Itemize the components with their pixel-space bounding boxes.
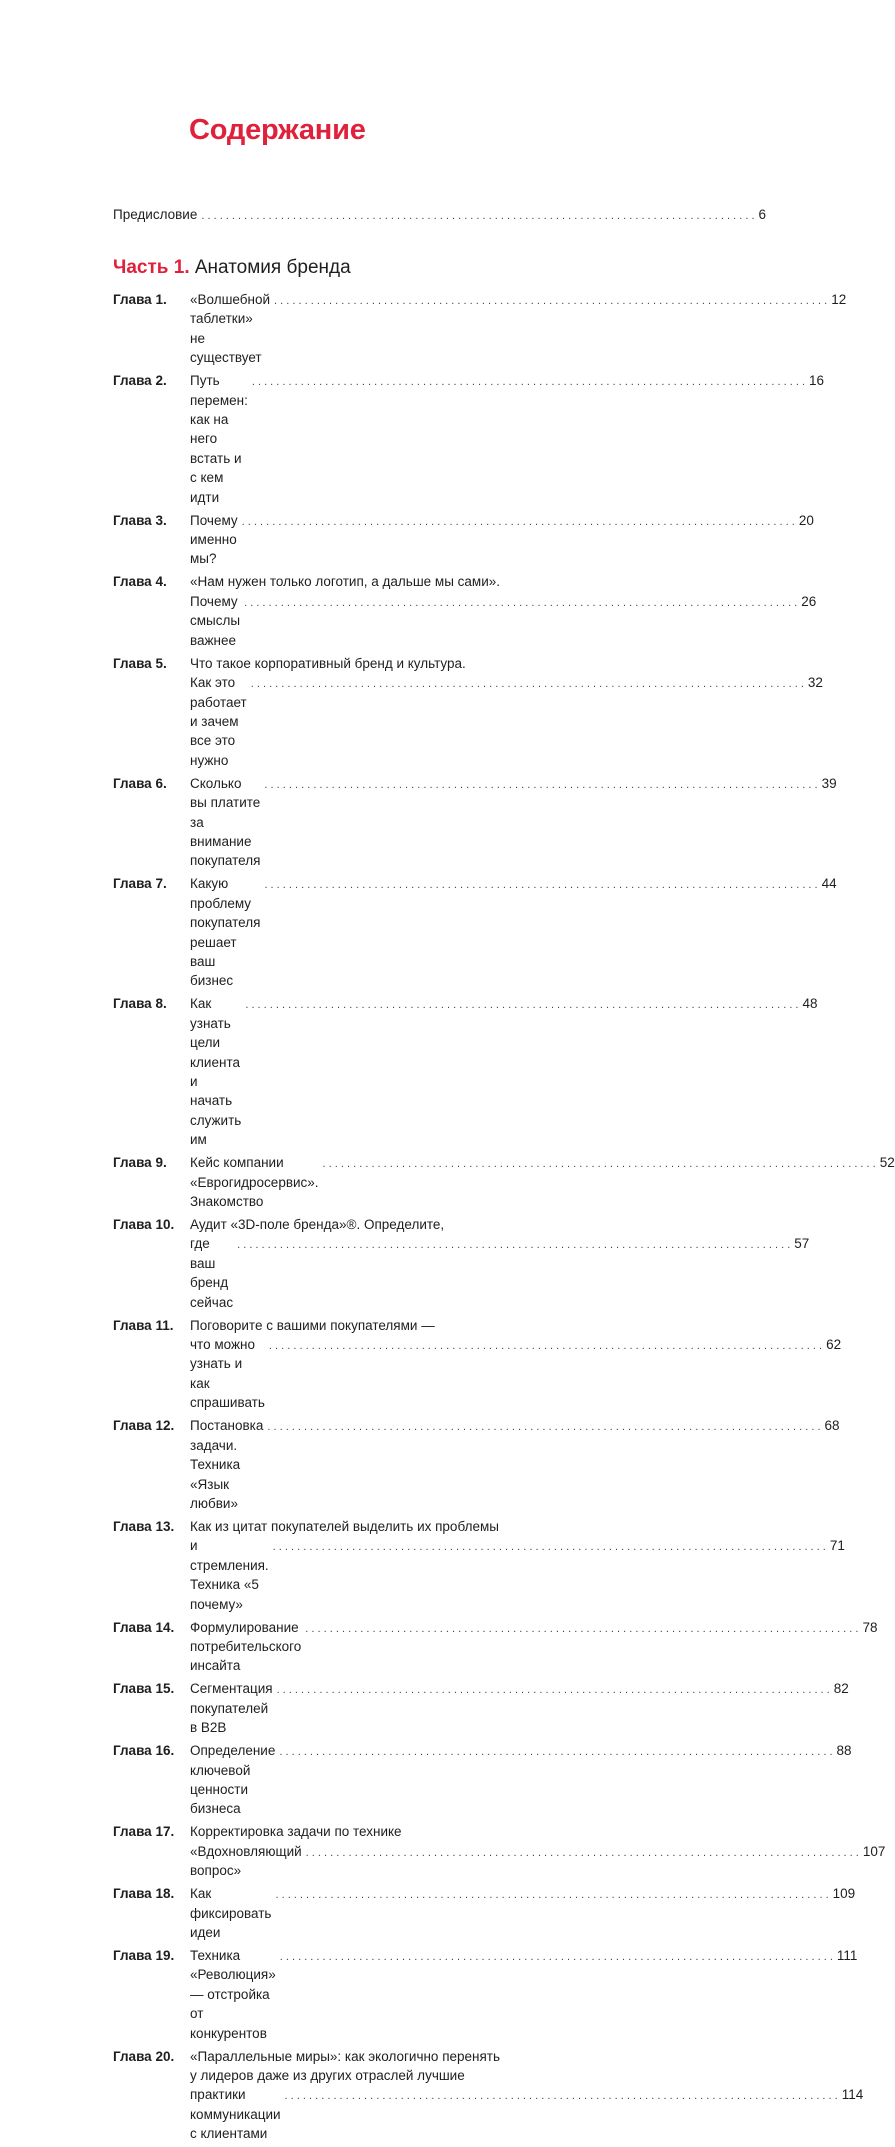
dot-leader (201, 206, 754, 226)
page-number: 20 (798, 512, 814, 528)
dot-leader (244, 594, 797, 613)
chapter-number: Глава 2. (113, 373, 167, 389)
toc-entry-chapter[interactable] (113, 1416, 840, 1513)
dot-leader (264, 776, 817, 795)
page-number: 107 (862, 1843, 886, 1859)
chapter-title-last-line (190, 673, 823, 770)
page-number: 82 (833, 1681, 849, 1697)
chapter-number: Глава 3. (113, 512, 167, 528)
toc-entry-chapter[interactable] (113, 874, 837, 990)
chapter-title-last-line (190, 1416, 840, 1513)
dot-leader (323, 1155, 876, 1174)
chapter-title (190, 1316, 841, 1413)
toc-entry-chapter[interactable] (113, 1153, 895, 1211)
chapter-number: Глава 11. (113, 1317, 174, 1333)
toc-entry-chapter[interactable] (113, 774, 837, 871)
chapter-title-line: Корректировка задачи по технике (190, 1824, 402, 1840)
toc-entry-chapter[interactable] (113, 1822, 886, 1880)
chapter-title-text: Сегментация покупателей в B2B (190, 1681, 273, 1736)
chapter-number: Глава 13. (113, 1518, 175, 1534)
chapter-title-last-line (190, 1153, 895, 1211)
chapter-number: Глава 14. (113, 1619, 175, 1635)
chapter-title (190, 511, 814, 569)
chapter-number: Глава 18. (113, 1886, 175, 1902)
chapter-title-text: Техника «Революция» — отстройка от конкурентов (190, 1948, 276, 2041)
chapter-title (190, 1741, 852, 1819)
toc-entry-chapter[interactable] (113, 1517, 845, 1614)
page-number: 88 (836, 1743, 852, 1759)
page-number: 16 (809, 373, 825, 389)
page-number: 39 (821, 775, 837, 791)
chapter-title-text: Сколько вы платите за внимание покупателя (190, 775, 261, 869)
toc-entry-chapter[interactable] (113, 654, 823, 770)
dot-leader (267, 1418, 820, 1437)
chapter-title (190, 1416, 840, 1513)
chapter-title-last-line (190, 1741, 852, 1819)
chapter-title-last-line (190, 511, 814, 569)
dot-leader (306, 1844, 859, 1863)
toc-entry-chapter[interactable] (113, 1679, 849, 1737)
chapter-number: Глава 16. (113, 1743, 175, 1759)
chapter-number: Глава 9. (113, 1155, 167, 1171)
chapter-title (190, 1884, 855, 1942)
chapter-title-last-line (190, 874, 837, 990)
chapter-title (190, 290, 846, 368)
page-title: Содержание (189, 114, 366, 146)
chapter-number: Глава 4. (113, 574, 167, 590)
chapter-title (190, 1153, 895, 1211)
page-number: 6 (758, 207, 767, 222)
chapter-title-text: «Волшебной таблетки» не существует (190, 292, 271, 366)
page-number: 57 (794, 1236, 810, 1252)
page-number: 48 (802, 996, 818, 1012)
toc-entry-chapter[interactable] (113, 994, 818, 1149)
dot-leader (273, 1538, 826, 1557)
page-number: 78 (862, 1619, 878, 1635)
chapter-title-last-line (190, 592, 816, 650)
toc-entry-preface[interactable] (113, 205, 767, 226)
chapter-title-last-line (190, 1335, 841, 1413)
dot-leader (264, 876, 817, 895)
toc-entry-chapter[interactable] (113, 1316, 842, 1413)
chapter-title-text: Как узнать цели клиента и начать служить им (190, 996, 242, 1148)
page-number: 44 (821, 876, 837, 892)
chapter-title-line: Поговорите с вашими покупателями — (190, 1317, 435, 1333)
chapter-title-last-line (190, 1842, 885, 1881)
chapter-title (190, 2047, 863, 2144)
chapter-title-text: Почему именно мы? (190, 512, 238, 567)
chapter-title-last-line (190, 774, 837, 871)
toc-entry-chapter[interactable] (113, 572, 817, 650)
chapter-number: Глава 10. (113, 1217, 175, 1233)
chapter-title-last-line (190, 290, 846, 368)
chapter-title (190, 1822, 885, 1880)
toc-entry-chapter[interactable] (113, 1884, 856, 1942)
chapter-title-last-line (190, 1946, 857, 2043)
page-number: 26 (801, 593, 817, 609)
chapter-number: Глава 17. (113, 1824, 175, 1840)
chapter-title-text: Определение ключевой ценности бизнеса (190, 1743, 276, 1817)
page-number: 109 (832, 1886, 856, 1902)
chapter-title-last-line (190, 994, 818, 1149)
chapter-title-line: у лидеров даже из других отраслей лучшие (190, 2068, 465, 2084)
chapter-title-text: Какую проблему покупателя решает ваш бизнес (190, 876, 261, 989)
chapter-title-line: «Параллельные миры»: как экологично перенять (190, 2048, 501, 2064)
toc-entry-chapter[interactable] (113, 2047, 864, 2144)
chapter-title-line: «Нам нужен только логотип, а дальше мы сами». (190, 574, 500, 590)
chapter-title (190, 994, 818, 1149)
chapter-title-text: Путь перемен: как на него встать и с кем идти (190, 373, 248, 505)
chapter-title-text: Постановка задачи. Техника «Язык любви» (190, 1418, 264, 1511)
part-heading (113, 255, 351, 281)
chapter-title-text: Кейс компании «Еврогидросервис». Знакомство (190, 1155, 319, 1210)
chapter-title-text: и стремления. Техника «5 почему» (190, 1538, 269, 1612)
preface-label: Предисловие (113, 207, 198, 222)
chapter-title (190, 1517, 845, 1614)
toc-entry-chapter[interactable] (113, 1618, 878, 1676)
chapter-number: Глава 7. (113, 876, 167, 892)
page-number: 12 (831, 292, 847, 307)
chapter-list (113, 290, 895, 2147)
chapter-title (190, 774, 837, 871)
chapter-title-last-line (190, 1618, 878, 1676)
chapter-title-last-line (190, 1536, 845, 1614)
chapter-title-last-line (190, 371, 824, 507)
dot-leader (251, 675, 804, 694)
dot-leader (277, 1681, 830, 1700)
dot-leader (275, 1886, 828, 1905)
chapter-title (190, 1679, 849, 1737)
chapter-title (190, 572, 816, 650)
toc-entry-chapter[interactable] (113, 371, 825, 507)
dot-leader (269, 1337, 822, 1356)
chapter-number: Глава 5. (113, 655, 167, 671)
chapter-title-last-line (190, 1884, 855, 1942)
chapter-title (190, 1946, 857, 2043)
dot-leader (280, 1948, 833, 1967)
page-number: 71 (829, 1538, 845, 1554)
chapter-title-last-line (190, 1234, 809, 1312)
chapter-number: Глава 1. (113, 292, 167, 307)
chapter-title (190, 874, 837, 990)
chapter-title-text: Почему смыслы важнее (190, 593, 241, 648)
chapter-title (190, 1215, 809, 1312)
page-number: 32 (807, 675, 823, 691)
part-label: Часть 1. (113, 257, 190, 278)
page-number: 68 (824, 1418, 840, 1434)
part-title: Анатомия бренда (194, 257, 351, 278)
toc-entry-chapter[interactable] (113, 1741, 852, 1819)
toc-entry-chapter[interactable] (113, 290, 847, 368)
chapter-title (190, 1618, 878, 1676)
chapter-number: Глава 12. (113, 1418, 175, 1434)
dot-leader (237, 1236, 790, 1255)
page-number: 52 (879, 1155, 895, 1171)
chapter-number: Глава 19. (113, 1948, 175, 1963)
page-number: 62 (826, 1337, 842, 1353)
chapter-title-line: Что такое корпоративный бренд и культура. (190, 655, 466, 671)
dot-leader (305, 1620, 858, 1639)
dot-leader (285, 2087, 838, 2106)
toc-entry-chapter[interactable] (113, 511, 814, 569)
chapter-title-text: практики коммуникации с клиентами (190, 2087, 281, 2142)
chapter-title-text: «Вдохновляющий вопрос» (190, 1843, 302, 1879)
chapter-title (190, 654, 823, 770)
chapter-title-text: Как это работает и зачем все это нужно (190, 675, 247, 768)
chapter-title-line: Аудит «3D-поле бренда»®. Определите, (190, 1217, 445, 1233)
dot-leader (242, 513, 795, 532)
chapter-title-line: Как из цитат покупателей выделить их проблемы (190, 1518, 499, 1534)
chapter-number: Глава 8. (113, 996, 167, 1012)
chapter-title-text: Как фиксировать идеи (190, 1886, 272, 1940)
chapter-title-last-line (190, 2085, 863, 2143)
dot-leader (274, 292, 827, 311)
dot-leader (279, 1743, 832, 1762)
chapter-title-text: Формулирование потребительского инсайта (190, 1619, 302, 1674)
chapter-title-text: что можно узнать и как спрашивать (190, 1337, 265, 1411)
chapter-title-text: где ваш бренд сейчас (190, 1236, 234, 1310)
chapter-title (190, 371, 824, 507)
chapter-number: Глава 6. (113, 775, 167, 791)
page-number: 111 (836, 1948, 858, 1963)
toc-entry-chapter[interactable] (113, 1215, 810, 1312)
dot-leader (245, 996, 798, 1015)
dot-leader (252, 373, 805, 392)
toc-entry-chapter[interactable] (113, 1946, 858, 2043)
chapter-number: Глава 20. (113, 2048, 175, 2064)
chapter-number: Глава 15. (113, 1681, 175, 1697)
page-number: 114 (841, 2087, 864, 2103)
chapter-title-last-line (190, 1679, 849, 1737)
